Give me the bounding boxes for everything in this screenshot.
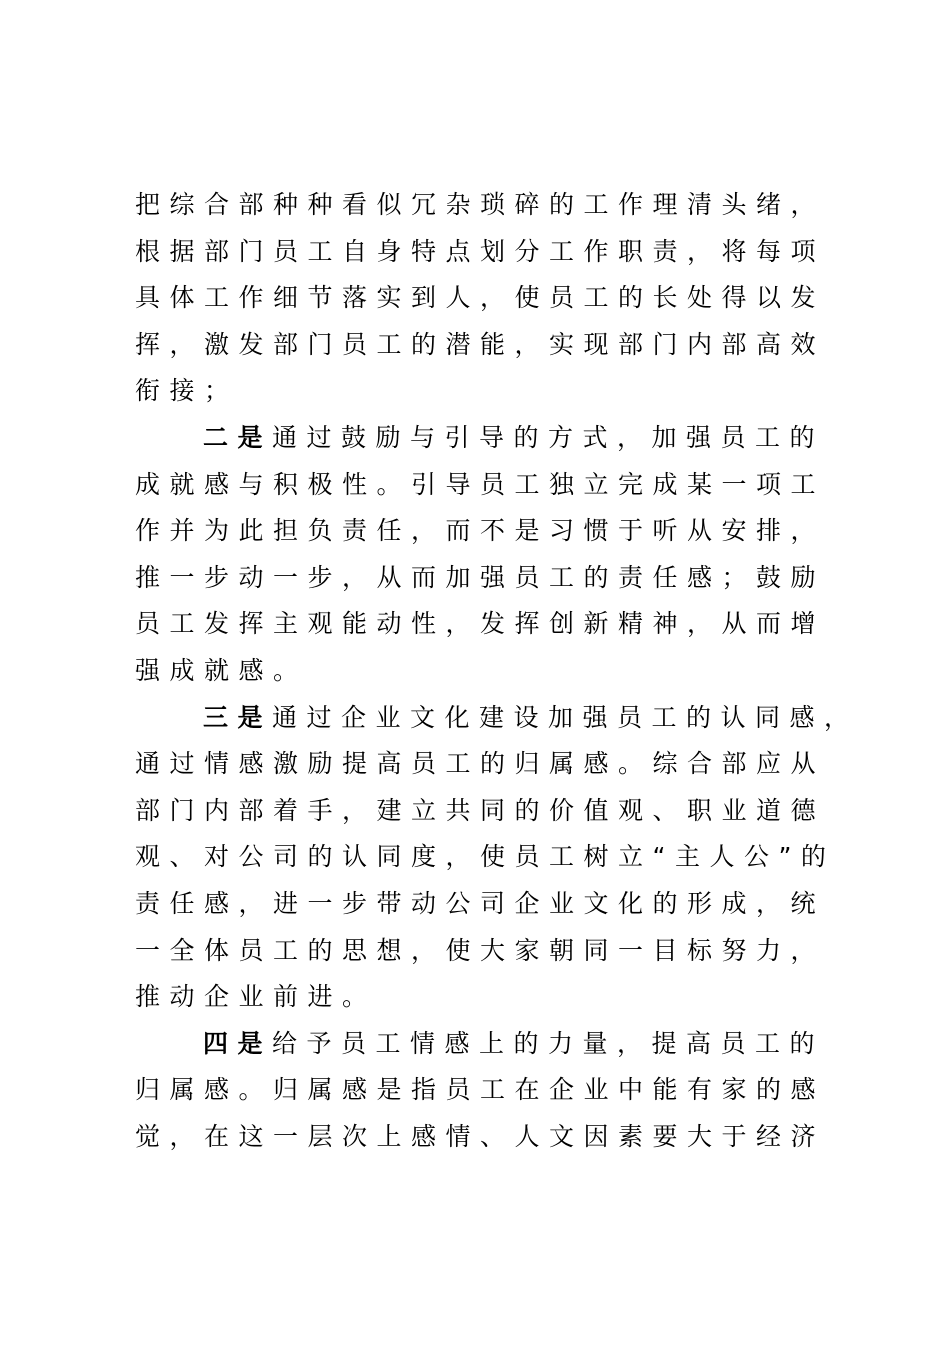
text-line: 观、对公司的认同度，使员工树立“主人公”的 bbox=[135, 842, 836, 872]
text-line: 具体工作细节落实到人，使员工的长处得以发 bbox=[135, 283, 826, 313]
text-line: 归属感。归属感是指员工在企业中能有家的感 bbox=[135, 1075, 826, 1105]
text-line: 通过情感激励提高员工的归属感。综合部应从 bbox=[135, 749, 826, 779]
text-line: 根据部门员工自身特点划分工作职责，将每项 bbox=[135, 236, 826, 266]
text-line: 推动企业前进。 bbox=[135, 982, 377, 1012]
paragraph-lead-four: 四是 bbox=[203, 1028, 273, 1058]
paragraph-four-start bbox=[135, 1021, 855, 1068]
text-line: 通过鼓励与引导的方式，加强员工的 bbox=[272, 422, 825, 452]
document-body bbox=[135, 182, 859, 1160]
text-line: 作并为此担负责任，而不是习惯于听从安排， bbox=[135, 516, 826, 546]
text-line: 挥，激发部门员工的潜能，实现部门内部高效 bbox=[135, 329, 826, 359]
text-line: 部门内部着手，建立共同的价值观、职业道德 bbox=[135, 795, 826, 825]
paragraph-lead-two: 二是 bbox=[203, 422, 273, 452]
text-line: 责任感，进一步带动公司企业文化的形成，统 bbox=[135, 888, 826, 918]
text-line: 衔接； bbox=[135, 376, 239, 406]
paragraph-lead-three: 三是 bbox=[203, 702, 273, 732]
text-line: 给予员工情感上的力量，提高员工的 bbox=[272, 1028, 825, 1058]
text-line: 成就感与积极性。引导员工独立完成某一项工 bbox=[135, 469, 826, 499]
text-line: 强成就感。 bbox=[135, 655, 308, 685]
text-line: 通过企业文化建设加强员工的认同感， bbox=[272, 702, 859, 732]
paragraph-three-start bbox=[135, 695, 859, 742]
text-line: 一全体员工的思想，使大家朝同一目标努力， bbox=[135, 935, 826, 965]
paragraph-two-start bbox=[135, 415, 855, 462]
text-line: 推一步动一步，从而加强员工的责任感；鼓励 bbox=[135, 562, 826, 592]
text-line: 觉，在这一层次上感情、人文因素要大于经济 bbox=[135, 1121, 826, 1151]
text-line: 把综合部种种看似冗杂琐碎的工作理清头绪， bbox=[135, 190, 826, 219]
text-line: 员工发挥主观能动性，发挥创新精神，从而增 bbox=[135, 609, 826, 639]
